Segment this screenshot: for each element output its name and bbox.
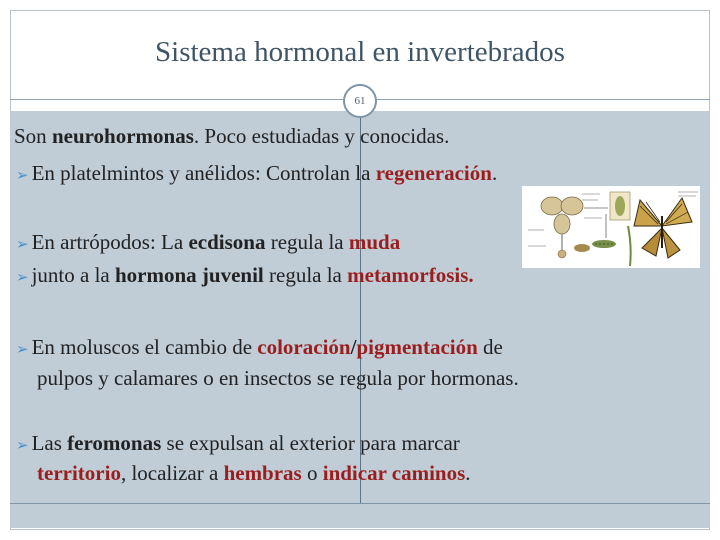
bullet-line-4 (16, 262, 474, 291)
insect-hormone-illustration (522, 186, 700, 268)
bullet-line-7 (16, 430, 460, 459)
term-regeneracion: regeneración (375, 161, 492, 185)
text-segment: Las (31, 431, 68, 455)
pupa-icon (610, 192, 630, 220)
caterpillar-icon (574, 240, 616, 252)
term-neurohormonas: neurohormonas (51, 124, 194, 148)
text-segment: de (477, 335, 503, 359)
plant-icon (628, 226, 631, 266)
term-pigmentacion: pigmentación (356, 335, 478, 359)
insect-brain-icon (541, 197, 583, 234)
arrow-bullet-icon: ➢ (16, 168, 29, 184)
term-ecdisona: ecdisona (188, 230, 266, 254)
term-hembras: hembras (223, 461, 302, 485)
text-segment: pulpos y calamares o en insectos se regula por hormonas. (37, 366, 519, 390)
term-metamorfosis: metamorfosis. (347, 263, 474, 287)
term-indicar-caminos: indicar caminos (322, 461, 466, 485)
footer-bar (10, 503, 710, 528)
text-line-6 (37, 365, 519, 391)
text-segment: . Poco estudiadas y conocidas. (193, 124, 450, 148)
text-segment: regula la (265, 230, 349, 254)
text-segment: o (301, 461, 323, 485)
butterfly-icon (634, 198, 692, 258)
page-number-badge: 61 (343, 84, 377, 118)
text-segment: En platelmintos y anélidos: Controlan la (31, 161, 376, 185)
bullet-line-2 (16, 160, 497, 189)
term-coloracion: coloración (257, 335, 351, 359)
bullet-line-5 (16, 334, 503, 363)
text-segment: / (350, 335, 357, 359)
text-segment: . (491, 161, 498, 185)
metamorphosis-diagram (522, 186, 700, 268)
text-segment: Son (14, 124, 52, 148)
label-lines (678, 192, 698, 196)
text-segment: , localizar a (120, 461, 224, 485)
slide-title: Sistema hormonal en invertebrados (155, 36, 565, 68)
term-territorio: territorio (37, 461, 121, 485)
term-feromonas: feromonas (67, 431, 162, 455)
text-line-1 (14, 123, 449, 149)
text-segment: . (465, 461, 471, 485)
arrow-bullet-icon: ➢ (16, 270, 29, 286)
arrow-bullet-icon: ➢ (16, 342, 29, 358)
text-line-8 (37, 460, 471, 486)
text-segment: En moluscos el cambio de (31, 335, 258, 359)
arrow-bullet-icon: ➢ (16, 438, 29, 454)
arrow-icon (584, 208, 608, 238)
text-segment: se expulsan al exterior para marcar (161, 431, 460, 455)
text-segment: En artrópodos: La (31, 230, 189, 254)
term-hormona-juvenil: hormona juvenil (114, 263, 264, 287)
text-segment: regula la (263, 263, 348, 287)
term-muda: muda (348, 230, 401, 254)
arrow-bullet-icon: ➢ (16, 237, 29, 253)
bullet-line-3 (16, 229, 400, 258)
gland-icon (558, 250, 566, 258)
text-segment: junto a la (31, 263, 115, 287)
